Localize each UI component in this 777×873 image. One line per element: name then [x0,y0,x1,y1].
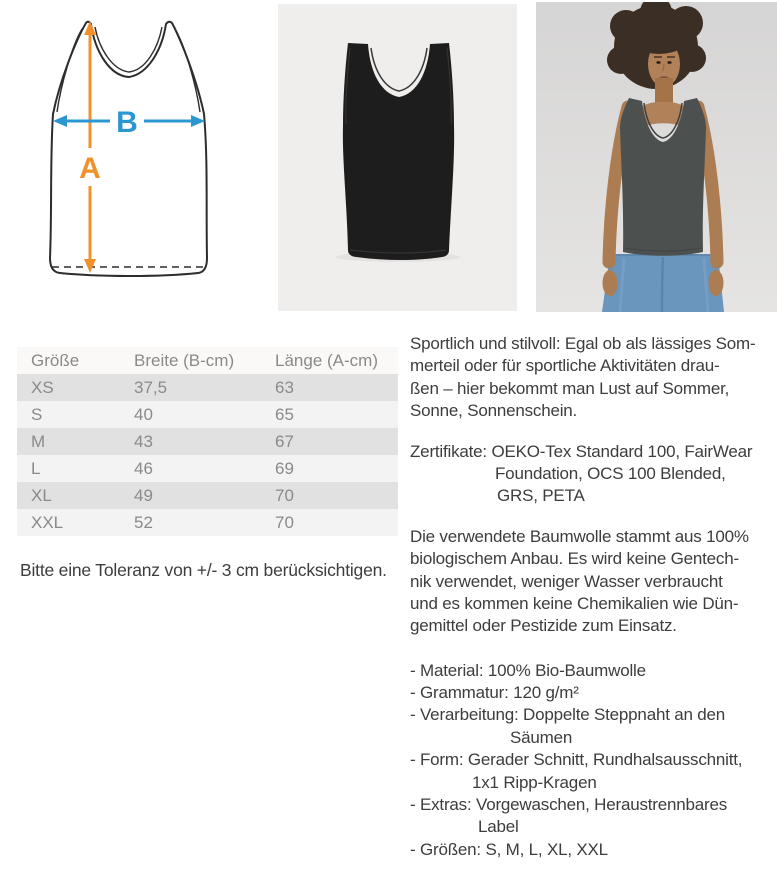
detail-line: - Material: 100% Bio-Baumwolle [410,660,646,680]
description-line: merteil oder für sportliche Aktivitäten drau- [410,356,720,376]
width-cell: 37,5 [134,377,168,397]
model-photo [536,2,777,312]
size-diagram-image [0,0,260,320]
description-line: Sonne, Sonnenschein. [410,401,578,421]
size-table-header-row [17,347,398,374]
size-cell: S [31,404,43,424]
width-cell: 49 [134,485,153,505]
product-description [410,333,777,861]
detail-line: Label [478,817,519,837]
description-line: Sportlich und stilvoll: Egal ob als lässiges Som- [410,334,756,353]
tank-outline [50,22,207,276]
size-cell: M [31,431,46,451]
detail-line: 1x1 Ripp-Kragen [472,772,597,792]
size-row-xs [17,374,398,401]
detail-line: - Grammatur: 120 g/m² [410,683,579,703]
description-line: nik verwendet, weniger Wasser verbraucht [410,571,723,591]
model-jeans [602,254,724,312]
column-header-length: Länge (A-cm) [275,350,378,370]
size-cell: L [31,458,41,478]
size-cell: XL [31,485,52,505]
width-cell: 43 [134,431,153,451]
size-cell: XS [31,377,54,397]
description-line: und es kommen keine Chemikalien wie Dün- [410,593,739,613]
description-line: gemittel oder Pestizide zum Einsatz. [410,616,677,636]
description-line: GRS, PETA [497,486,585,506]
intro-paragraph [410,333,777,423]
detail-line: Säumen [510,727,573,747]
length-cell: 69 [275,458,294,478]
column-header-width: Breite (B-cm) [134,350,235,370]
model-right-hand [709,270,724,296]
description-line: ßen – hier bekommt man Lust auf Sommer, [410,378,730,398]
diagram-label-b: B [116,106,138,139]
size-table [17,347,398,536]
cotton-paragraph [410,526,777,638]
size-row-xl [17,482,398,509]
length-cell: 70 [275,512,294,532]
description-line: Die verwendete Baumwolle stammt aus 100% [410,526,749,546]
model-neck [655,78,673,106]
detail-line: - Extras: Vorgewaschen, Heraustrennbares [410,795,728,815]
description-line: Foundation, OCS 100 Blended, [495,463,726,483]
certificates-paragraph [410,441,777,508]
model-left-hand [603,270,618,296]
tolerance-note: Bitte eine Toleranz von +/- 3 cm berücksichtigen. [20,560,387,580]
detail-line: - Größen: S, M, L, XL, XXL [410,839,608,859]
length-cell: 70 [275,485,294,505]
description-line: Zertifikate: OEKO-Tex Standard 100, FairWear [410,441,753,461]
length-cell: 63 [275,377,294,397]
width-cell: 40 [134,404,153,424]
detail-line: - Verarbeitung: Doppelte Steppnaht an den [410,705,726,725]
length-cell: 65 [275,404,294,424]
size-cell: XXL [31,512,64,532]
product-photo-black-tank [278,4,517,311]
width-cell: 46 [134,458,153,478]
length-cell: 67 [275,431,294,451]
details-list [410,660,777,862]
size-row-m [17,428,398,455]
size-row-s [17,401,398,428]
width-cell: 52 [134,512,153,532]
size-row-l [17,455,398,482]
size-row-xxl [17,509,398,536]
detail-line: - Form: Gerader Schnitt, Rundhalsausschnitt, [410,750,743,770]
description-line: biologischem Anbau. Es wird keine Gentech- [410,549,739,569]
diagram-label-a: A [79,152,101,185]
column-header-size: Größe [31,350,80,370]
model-hair-fringe [626,12,692,54]
